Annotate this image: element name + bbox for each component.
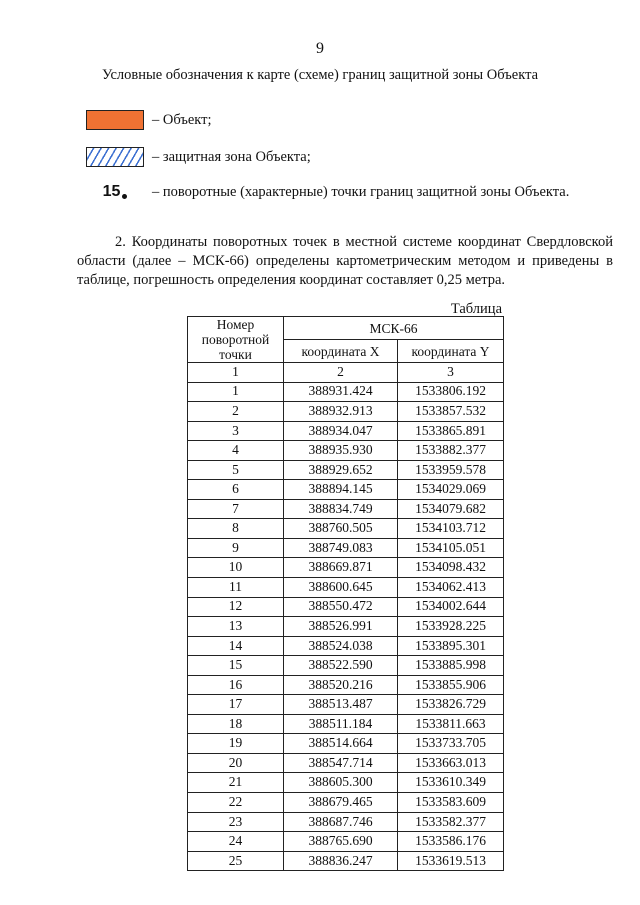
x-coordinate-cell: 388894.145 [284,480,398,500]
y-coordinate-cell: 1533855.906 [398,675,504,695]
table-row [188,499,504,519]
y-coordinate-cell: 1533857.532 [398,402,504,422]
index-cell: 2 [284,363,398,383]
table-row [188,753,504,773]
x-coordinate-cell: 388605.300 [284,773,398,793]
turning-point-marker [86,183,144,201]
x-coordinate-cell: 388749.083 [284,538,398,558]
table-row [188,538,504,558]
table-row [188,734,504,754]
table-row [188,558,504,578]
table-caption: Таблица [450,301,502,317]
x-coordinate-cell: 388522.590 [284,656,398,676]
point-number-cell: 17 [188,695,284,715]
x-coordinate-cell: 388935.930 [284,441,398,461]
zone-hatch-swatch [86,147,144,167]
x-coordinate-cell: 388520.216 [284,675,398,695]
legend-zone-label: – защитная зона Объекта; [152,148,311,165]
point-number-cell: 3 [188,421,284,441]
index-row [188,363,504,383]
y-coordinate-cell: 1533663.013 [398,753,504,773]
table-row [188,597,504,617]
x-coordinate-cell: 388834.749 [284,499,398,519]
y-coordinate-cell: 1533806.192 [398,382,504,402]
header-point-number: Номер поворотной точки [188,317,284,363]
x-coordinate-cell: 388765.690 [284,832,398,852]
point-number-cell: 9 [188,538,284,558]
index-cell: 1 [188,363,284,383]
x-coordinate-cell: 388929.652 [284,460,398,480]
y-coordinate-cell: 1533865.891 [398,421,504,441]
point-number-cell: 12 [188,597,284,617]
y-coordinate-cell: 1533959.578 [398,460,504,480]
coordinates-paragraph: 2. Координаты поворотных точек в местной системе координат Свердловской области (далее – МСК-66) определены картометрическим методом и приведены в таблице, погрешность определения координат составляет 0,25 метра. [77,234,613,288]
coordinates-table [187,316,504,871]
table-row [188,636,504,656]
table-row [188,675,504,695]
table-row [188,441,504,461]
y-coordinate-cell: 1533811.663 [398,714,504,734]
y-coordinate-cell: 1534105.051 [398,538,504,558]
point-number-cell: 18 [188,714,284,734]
y-coordinate-cell: 1533882.377 [398,441,504,461]
point-number-cell: 8 [188,519,284,539]
y-coordinate-cell: 1533586.176 [398,832,504,852]
header-coordinate-system: МСК-66 [284,317,504,340]
table-row [188,832,504,852]
y-coordinate-cell: 1534103.712 [398,519,504,539]
table-row [188,421,504,441]
legend-point-label: – поворотные (характерные) точки границ защитной зоны Объекта. [152,183,570,200]
table-row [188,851,504,871]
y-coordinate-cell: 1533928.225 [398,617,504,637]
point-number-cell: 4 [188,441,284,461]
header-x: координата X [284,340,398,363]
y-coordinate-cell: 1533885.998 [398,656,504,676]
x-coordinate-cell: 388932.913 [284,402,398,422]
x-coordinate-cell: 388550.472 [284,597,398,617]
legend-zone-row [86,147,311,167]
point-number-cell: 25 [188,851,284,871]
x-coordinate-cell: 388669.871 [284,558,398,578]
object-swatch [86,110,144,130]
point-number-cell: 16 [188,675,284,695]
table-row [188,402,504,422]
point-number-cell: 2 [188,402,284,422]
table-row [188,382,504,402]
x-coordinate-cell: 388687.746 [284,812,398,832]
point-number-cell: 19 [188,734,284,754]
y-coordinate-cell: 1533583.609 [398,793,504,813]
x-coordinate-cell: 388513.487 [284,695,398,715]
point-number-cell: 15 [188,656,284,676]
x-coordinate-cell: 388526.991 [284,617,398,637]
x-coordinate-cell: 388931.424 [284,382,398,402]
point-number-cell: 10 [188,558,284,578]
point-number-cell: 6 [188,480,284,500]
page-number: 9 [316,40,324,57]
table-row [188,460,504,480]
point-number-cell: 21 [188,773,284,793]
index-cell: 3 [398,363,504,383]
y-coordinate-cell: 1533826.729 [398,695,504,715]
point-number-cell: 1 [188,382,284,402]
x-coordinate-cell: 388524.038 [284,636,398,656]
legend-object-label: – Объект; [152,111,212,128]
table-row [188,793,504,813]
header-y: координата Y [398,340,504,363]
table-row [188,695,504,715]
y-coordinate-cell: 1534029.069 [398,480,504,500]
point-number-cell: 20 [188,753,284,773]
legend-title: Условные обозначения к карте (схеме) границ защитной зоны Объекта [101,67,539,83]
y-coordinate-cell: 1534062.413 [398,578,504,598]
table-row [188,480,504,500]
table-row [188,773,504,793]
point-dot-icon [122,194,127,199]
y-coordinate-cell: 1533733.705 [398,734,504,754]
y-coordinate-cell: 1533619.513 [398,851,504,871]
x-coordinate-cell: 388514.664 [284,734,398,754]
x-coordinate-cell: 388760.505 [284,519,398,539]
point-number-cell: 23 [188,812,284,832]
legend-object-row [86,110,212,130]
x-coordinate-cell: 388679.465 [284,793,398,813]
y-coordinate-cell: 1534002.644 [398,597,504,617]
point-number-cell: 11 [188,578,284,598]
x-coordinate-cell: 388511.184 [284,714,398,734]
table-row [188,519,504,539]
y-coordinate-cell: 1533610.349 [398,773,504,793]
point-example-number: 15 [102,183,121,200]
x-coordinate-cell: 388934.047 [284,421,398,441]
point-number-cell: 7 [188,499,284,519]
point-number-cell: 13 [188,617,284,637]
y-coordinate-cell: 1534079.682 [398,499,504,519]
y-coordinate-cell: 1533582.377 [398,812,504,832]
table-row [188,578,504,598]
point-number-cell: 14 [188,636,284,656]
table-row [188,617,504,637]
table-row [188,656,504,676]
x-coordinate-cell: 388600.645 [284,578,398,598]
point-number-cell: 5 [188,460,284,480]
y-coordinate-cell: 1534098.432 [398,558,504,578]
y-coordinate-cell: 1533895.301 [398,636,504,656]
x-coordinate-cell: 388836.247 [284,851,398,871]
table-row [188,714,504,734]
legend-point-row [86,183,569,201]
point-number-cell: 22 [188,793,284,813]
point-number-cell: 24 [188,832,284,852]
table-row [188,812,504,832]
x-coordinate-cell: 388547.714 [284,753,398,773]
